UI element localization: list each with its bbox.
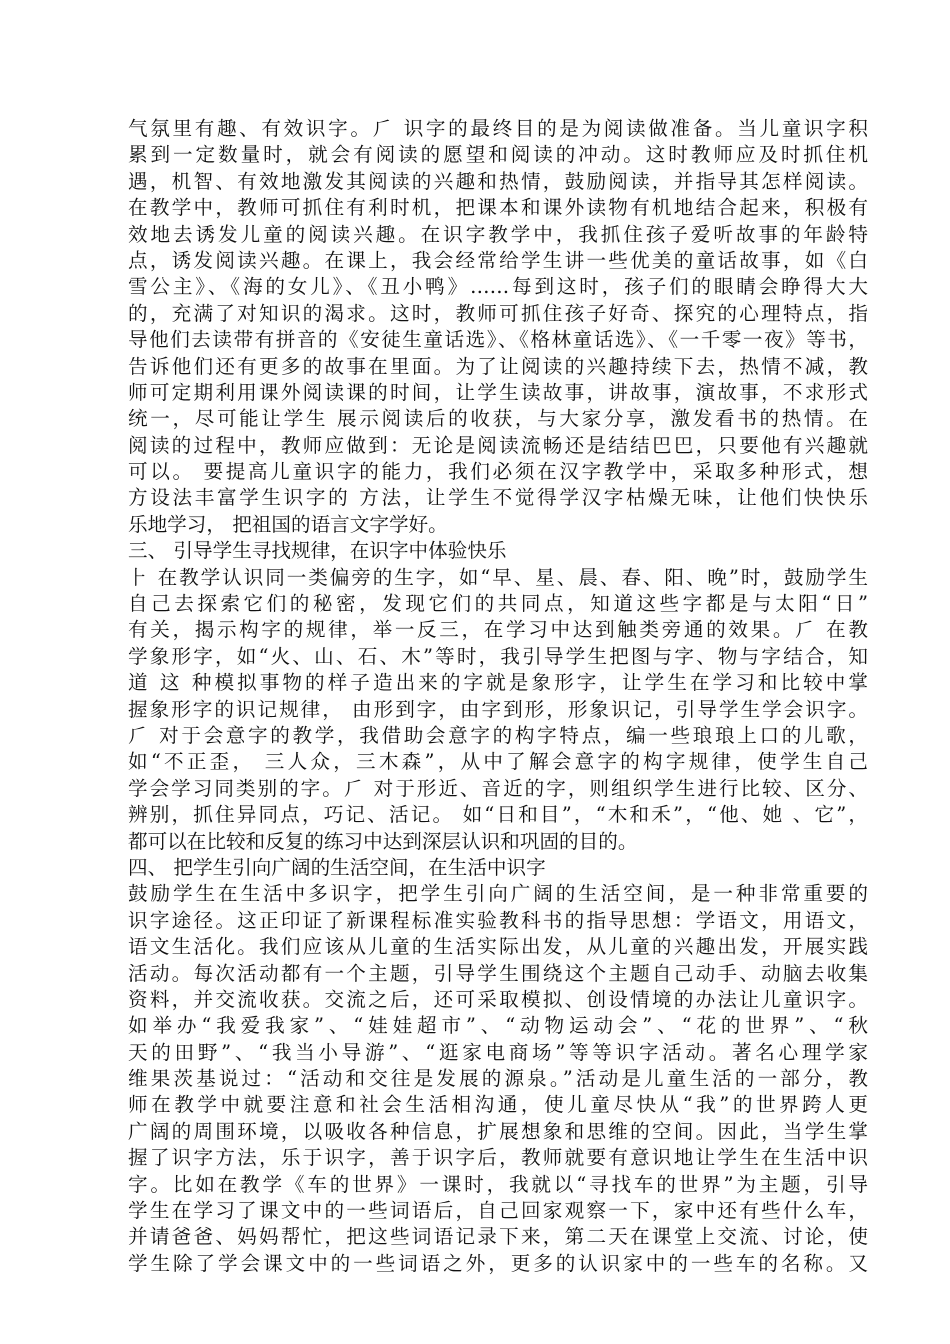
text-line: 学会学习同类别的字。⺁ 对于形近、音近的字，则组织学生进行比较、区分、 (128, 776, 868, 800)
text-line: 学生除了学会课文中的一些词语之外，更多的认识家中的一些车的名称。又 (128, 1251, 868, 1275)
text-line: 如“不正歪， 三人众，三木森”，从中了解会意字的构字规律，使学生自己 (128, 750, 868, 774)
text-line: 都可以在比较和反复的练习中达到深层认识和巩固的目的。 (128, 829, 638, 853)
text-line: 师在教学中就要注意和社会生活相沟通，使儿童尽快从“我”的世界跨人更 (128, 1093, 868, 1117)
text-line: 气氛里有趣、有效识字。⺁ 识字的最终目的是为阅读做准备。当儿童识字积 (128, 117, 868, 140)
text-line: 师可定期利用课外阅读课的时间，让学生读故事，讲故事，演故事，不求形式 (128, 380, 868, 404)
text-line: 识字途径。这正印证了新课程标准实验教科书的指导思想：学语文，用语文， (128, 908, 868, 932)
text-line: 辨别，抓住异同点，巧记、活记。 如“日和目”，“木和禾”，“他、她 、它”， (128, 803, 868, 827)
text-line: 累到一定数量时，就会有阅读的愿望和阅读的冲动。这时教师应及时抓住机 (128, 143, 868, 167)
text-line: 在教学中，教师可抓住有利时机，把课本和课外读物有机地结合起来，积极有 (128, 196, 868, 220)
text-line: 方设法丰富学生识字的 方法，让学生不觉得学汉字枯燥无味，让他们快快乐 (128, 486, 868, 510)
text-line: 并请爸爸、妈妈帮忙，把这些词语记录下来，第二天在课堂上交流、讨论，使 (128, 1225, 868, 1249)
text-line: 可以。 要提高儿童识字的能力，我们必须在汉字教学中，采取多种形式，想 (128, 460, 868, 484)
section-heading-4: 四、 把学生引向广阔的生活空间，在生活中识字 (128, 855, 546, 879)
text-line: 有关，揭示构字的规律，举一反三，在学习中达到触类旁通的效果。⺁ 在教 (128, 618, 868, 642)
text-line: 雪公主》、《海的女儿》、《丑小鸭》……每到这时，孩子们的眼睛会睁得大大 (128, 275, 868, 299)
text-line: 点，诱发阅读兴趣。在课上，我会经常给学生讲一些优美的童话故事，如《白 (128, 248, 868, 272)
text-line: 学象形字，如“火、山、石、木”等时，我引导学生把图与字、物与字结合，知 (128, 644, 868, 668)
text-line: 效地去诱发儿童的阅读兴趣。在识字教学中，我抓住孩子爱听故事的年龄特 (128, 222, 868, 246)
text-line: 乐地学习， 把祖国的语言文字学好。 (128, 512, 448, 536)
document-page (128, 116, 868, 1277)
text-line: 活动。每次活动都有一个主题，引导学生围绕这个主题自己动手、动脑去收集 (128, 961, 868, 985)
text-line: ⺁ 对于会意字的教学，我借助会意字的构字特点，编一些琅琅上口的儿歌， (128, 723, 868, 747)
section-heading-3: 三、 引导学生寻找规律，在识字中体验快乐 (128, 539, 507, 563)
text-line: 阅读的过程中，教师应做到：无论是阅读流畅还是结结巴巴，只要他有兴趣就 (128, 433, 868, 457)
text-line: 天的田野”、“我当小导游”、“逛家电商场”等等识字活动。著名心理学家 (128, 1040, 868, 1064)
text-line: 遇，机智、有效地激发其阅读的兴趣和热情，鼓励阅读，并指导其怎样阅读。 (128, 169, 868, 193)
text-line: 导他们去读带有拼音的《安徒生童话选》、《格林童话选》、《一千零一夜》等书， (128, 328, 868, 352)
text-line: 统一，尽可能让学生 展示阅读后的收获，与大家分享，激发看书的热情。在 (128, 407, 868, 431)
text-line: 握象形字的识记规律， 由形到字，由字到形，形象识记，引导学生学会识字。 (128, 697, 868, 721)
text-line: 握了识字方法，乐于识字，善于识字后，教师就要有意识地让学生在生活中识 (128, 1146, 868, 1170)
text-line: 道 这 种模拟事物的样子造出来的字就是象形字，让学生在学习和比较中掌 (128, 671, 868, 695)
text-line: 维果茨基说过：“活动和交往是发展的源泉。”活动是儿童生活的一部分，教 (128, 1067, 868, 1091)
text-line: 的，充满了对知识的渴求。这时，教师可抓住孩子好奇、探究的心理特点，指 (128, 301, 868, 325)
text-line: 如举办“我爱我家”、“娃娃超市”、“动物运动会”、“花的世界”、“秋 (128, 1014, 868, 1038)
text-line: 资料，并交流收获。交流之后，还可采取模拟、创设情境的办法让儿童识字。 (128, 987, 868, 1011)
text-line: 自己去探索它们的秘密，发现它们的共同点，知道这些字都是与太阳“日” (128, 592, 868, 616)
text-line: 广阔的周围环境，以吸收各种信息，扩展想象和思维的空间。因此，当学生掌 (128, 1119, 868, 1143)
text-line: 语文生活化。我们应该从儿童的生活实际出发，从儿童的兴趣出发，开展实践 (128, 935, 868, 959)
text-line: 告诉他们还有更多的故事在里面。为了让阅读的兴趣持续下去，热情不减，教 (128, 354, 868, 378)
text-line: 字。比如在教学《车的世界》一课时，我就以“寻找车的世界”为主题，引导 (128, 1172, 868, 1196)
text-line: ⺊ 在教学认识同一类偏旁的生字，如“早、星、晨、春、阳、晚”时，鼓励学生 (128, 565, 868, 589)
text-line: 学生在学习了课文中的一些词语后，自己回家观察一下，家中还有些什么车， (128, 1199, 868, 1223)
text-line: 鼓励学生在生活中多识字，把学生引向广阔的生活空间，是一种非常重要的 (128, 882, 868, 906)
